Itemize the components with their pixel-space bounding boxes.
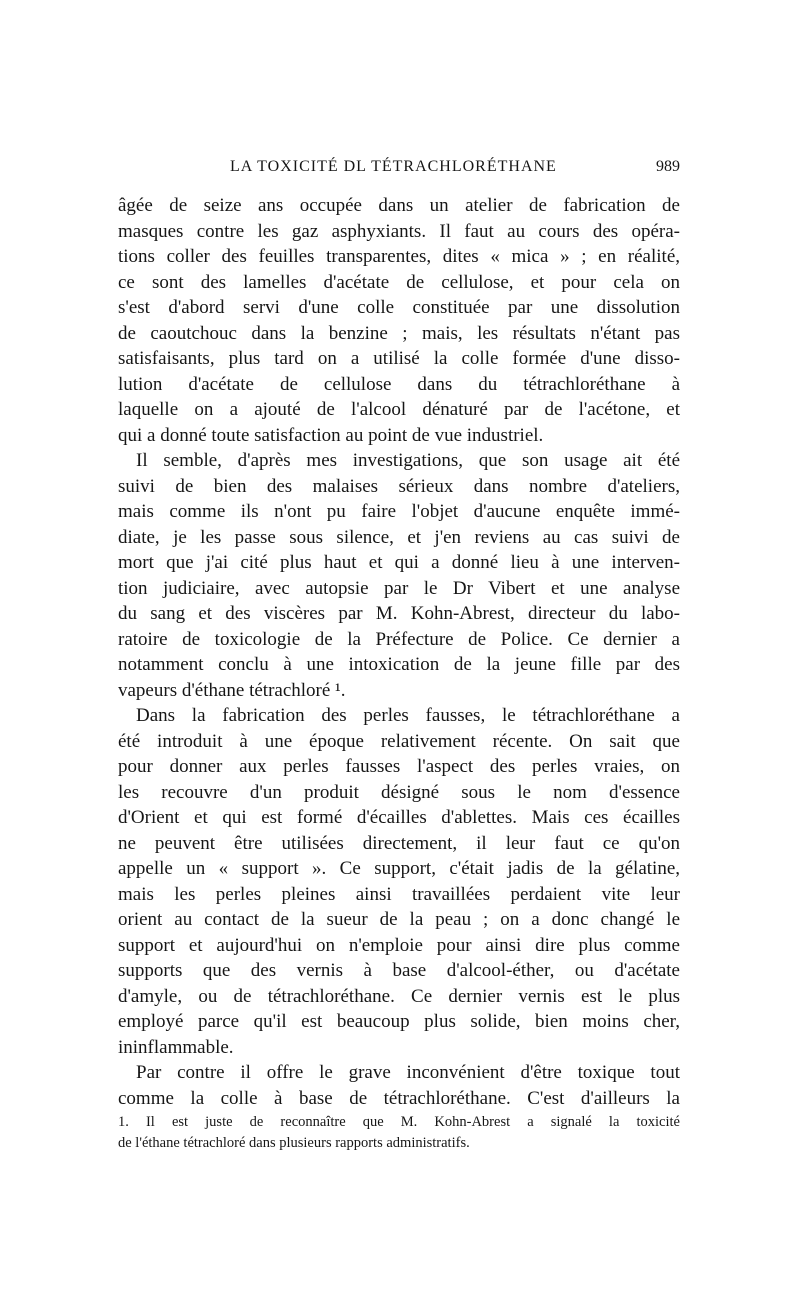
text-line: d'Orient et qui est formé d'écailles d'ablettes. Mais ces écailles: [118, 807, 680, 828]
text-line: diate, je les passe sous silence, et j'en reviens au cas suivi de: [118, 526, 680, 548]
text-line: masques contre les gaz asphyxiants. Il faut au cours des opéra-: [118, 220, 680, 242]
text-line: âgée de seize ans occupée dans un atelier de fabrication de: [118, 195, 680, 216]
running-header: [118, 158, 680, 182]
text-line: supports que des vernis à base d'alcool-éther, ou d'acétate: [118, 960, 680, 981]
footnote-line: 1. Il est juste de reconnaître que M. Kohn-Abrest a signalé la toxicité: [118, 1114, 680, 1130]
text-line: du sang et des viscères par M. Kohn-Abrest, directeur du labo-: [118, 603, 680, 624]
text-line: employé parce qu'il est beaucoup plus solide, bien moins cher,: [118, 1011, 680, 1032]
running-title: LA TOXICITÉ DL TÉTRACHLORÉTHANE: [230, 158, 557, 175]
text-line: Par contre il offre le grave inconvénient d'être toxique tout: [136, 1062, 680, 1083]
text-line: satisfaisants, plus tard on a utilisé la colle formée d'une disso-: [118, 348, 680, 369]
body-text: [118, 193, 680, 1111]
paragraph-4: [118, 1060, 680, 1111]
paragraph-1: [118, 193, 680, 448]
text-line: de caoutchouc dans la benzine ; mais, les résultats n'étant pas: [118, 322, 680, 344]
text-line: suivi de bien des malaises sérieux dans nombre d'ateliers,: [118, 475, 680, 497]
text-line: qui a donné toute satisfaction au point de vue industriel.: [118, 424, 544, 446]
footnote-line: de l'éthane tétrachloré dans plusieurs rapports administratifs.: [118, 1135, 470, 1151]
page-number: 989: [656, 158, 680, 175]
footnote: [118, 1112, 680, 1154]
text-line: mais les perles pleines ainsi travaillées perdaient vite leur: [118, 883, 680, 905]
text-line: tion judiciaire, avec autopsie par le Dr Vibert et une analyse: [118, 577, 680, 599]
text-line: ce sont des lamelles d'acétate de cellulose, et pour cela on: [118, 271, 680, 293]
text-line: s'est d'abord servi d'une colle constituée par une dissolution: [118, 297, 680, 318]
text-line: ne peuvent être utilisées directement, il leur faut ce qu'on: [118, 832, 680, 854]
paragraph-2: [118, 448, 680, 703]
text-line: d'amyle, ou de tétrachloréthane. Ce dernier vernis est le plus: [118, 985, 680, 1007]
text-line: mort que j'ai cité plus haut et qui a donné lieu à une interven-: [118, 552, 680, 573]
text-line: les recouvre d'un produit désigné sous le nom d'essence: [118, 781, 680, 803]
text-line: appelle un « support ». Ce support, c'était jadis de la gélatine,: [118, 858, 680, 879]
text-line: lution d'acétate de cellulose dans du tétrachloréthane à: [118, 373, 680, 395]
text-line: notamment conclu à une intoxication de la jeune fille par des: [118, 654, 680, 675]
text-line: Dans la fabrication des perles fausses, le tétrachloréthane a: [136, 705, 680, 726]
text-line: ininflammable.: [118, 1036, 234, 1058]
text-line: ratoire de toxicologie de la Préfecture de Police. Ce dernier a: [118, 628, 680, 650]
paragraph-3: [118, 703, 680, 1060]
text-line: Il semble, d'après mes investigations, que son usage ait été: [136, 450, 680, 471]
text-line: pour donner aux perles fausses l'aspect des perles vraies, on: [118, 756, 680, 777]
text-line: laquelle on a ajouté de l'alcool dénaturé par de l'acétone, et: [118, 399, 680, 420]
text-line: mais comme ils n'ont pu faire l'objet d'aucune enquête immé-: [118, 501, 680, 522]
text-line: vapeurs d'éthane tétrachloré ¹.: [118, 679, 346, 701]
text-line: comme la colle à base de tétrachloréthane. C'est d'ailleurs la: [118, 1087, 680, 1109]
text-line: orient au contact de la sueur de la peau ; on a donc changé le: [118, 909, 680, 930]
text-line: support et aujourd'hui on n'emploie pour ainsi dire plus comme: [118, 934, 680, 956]
text-line: été introduit à une époque relativement récente. On sait que: [118, 730, 680, 752]
text-line: tions coller des feuilles transparentes, dites « mica » ; en réalité,: [118, 246, 680, 267]
